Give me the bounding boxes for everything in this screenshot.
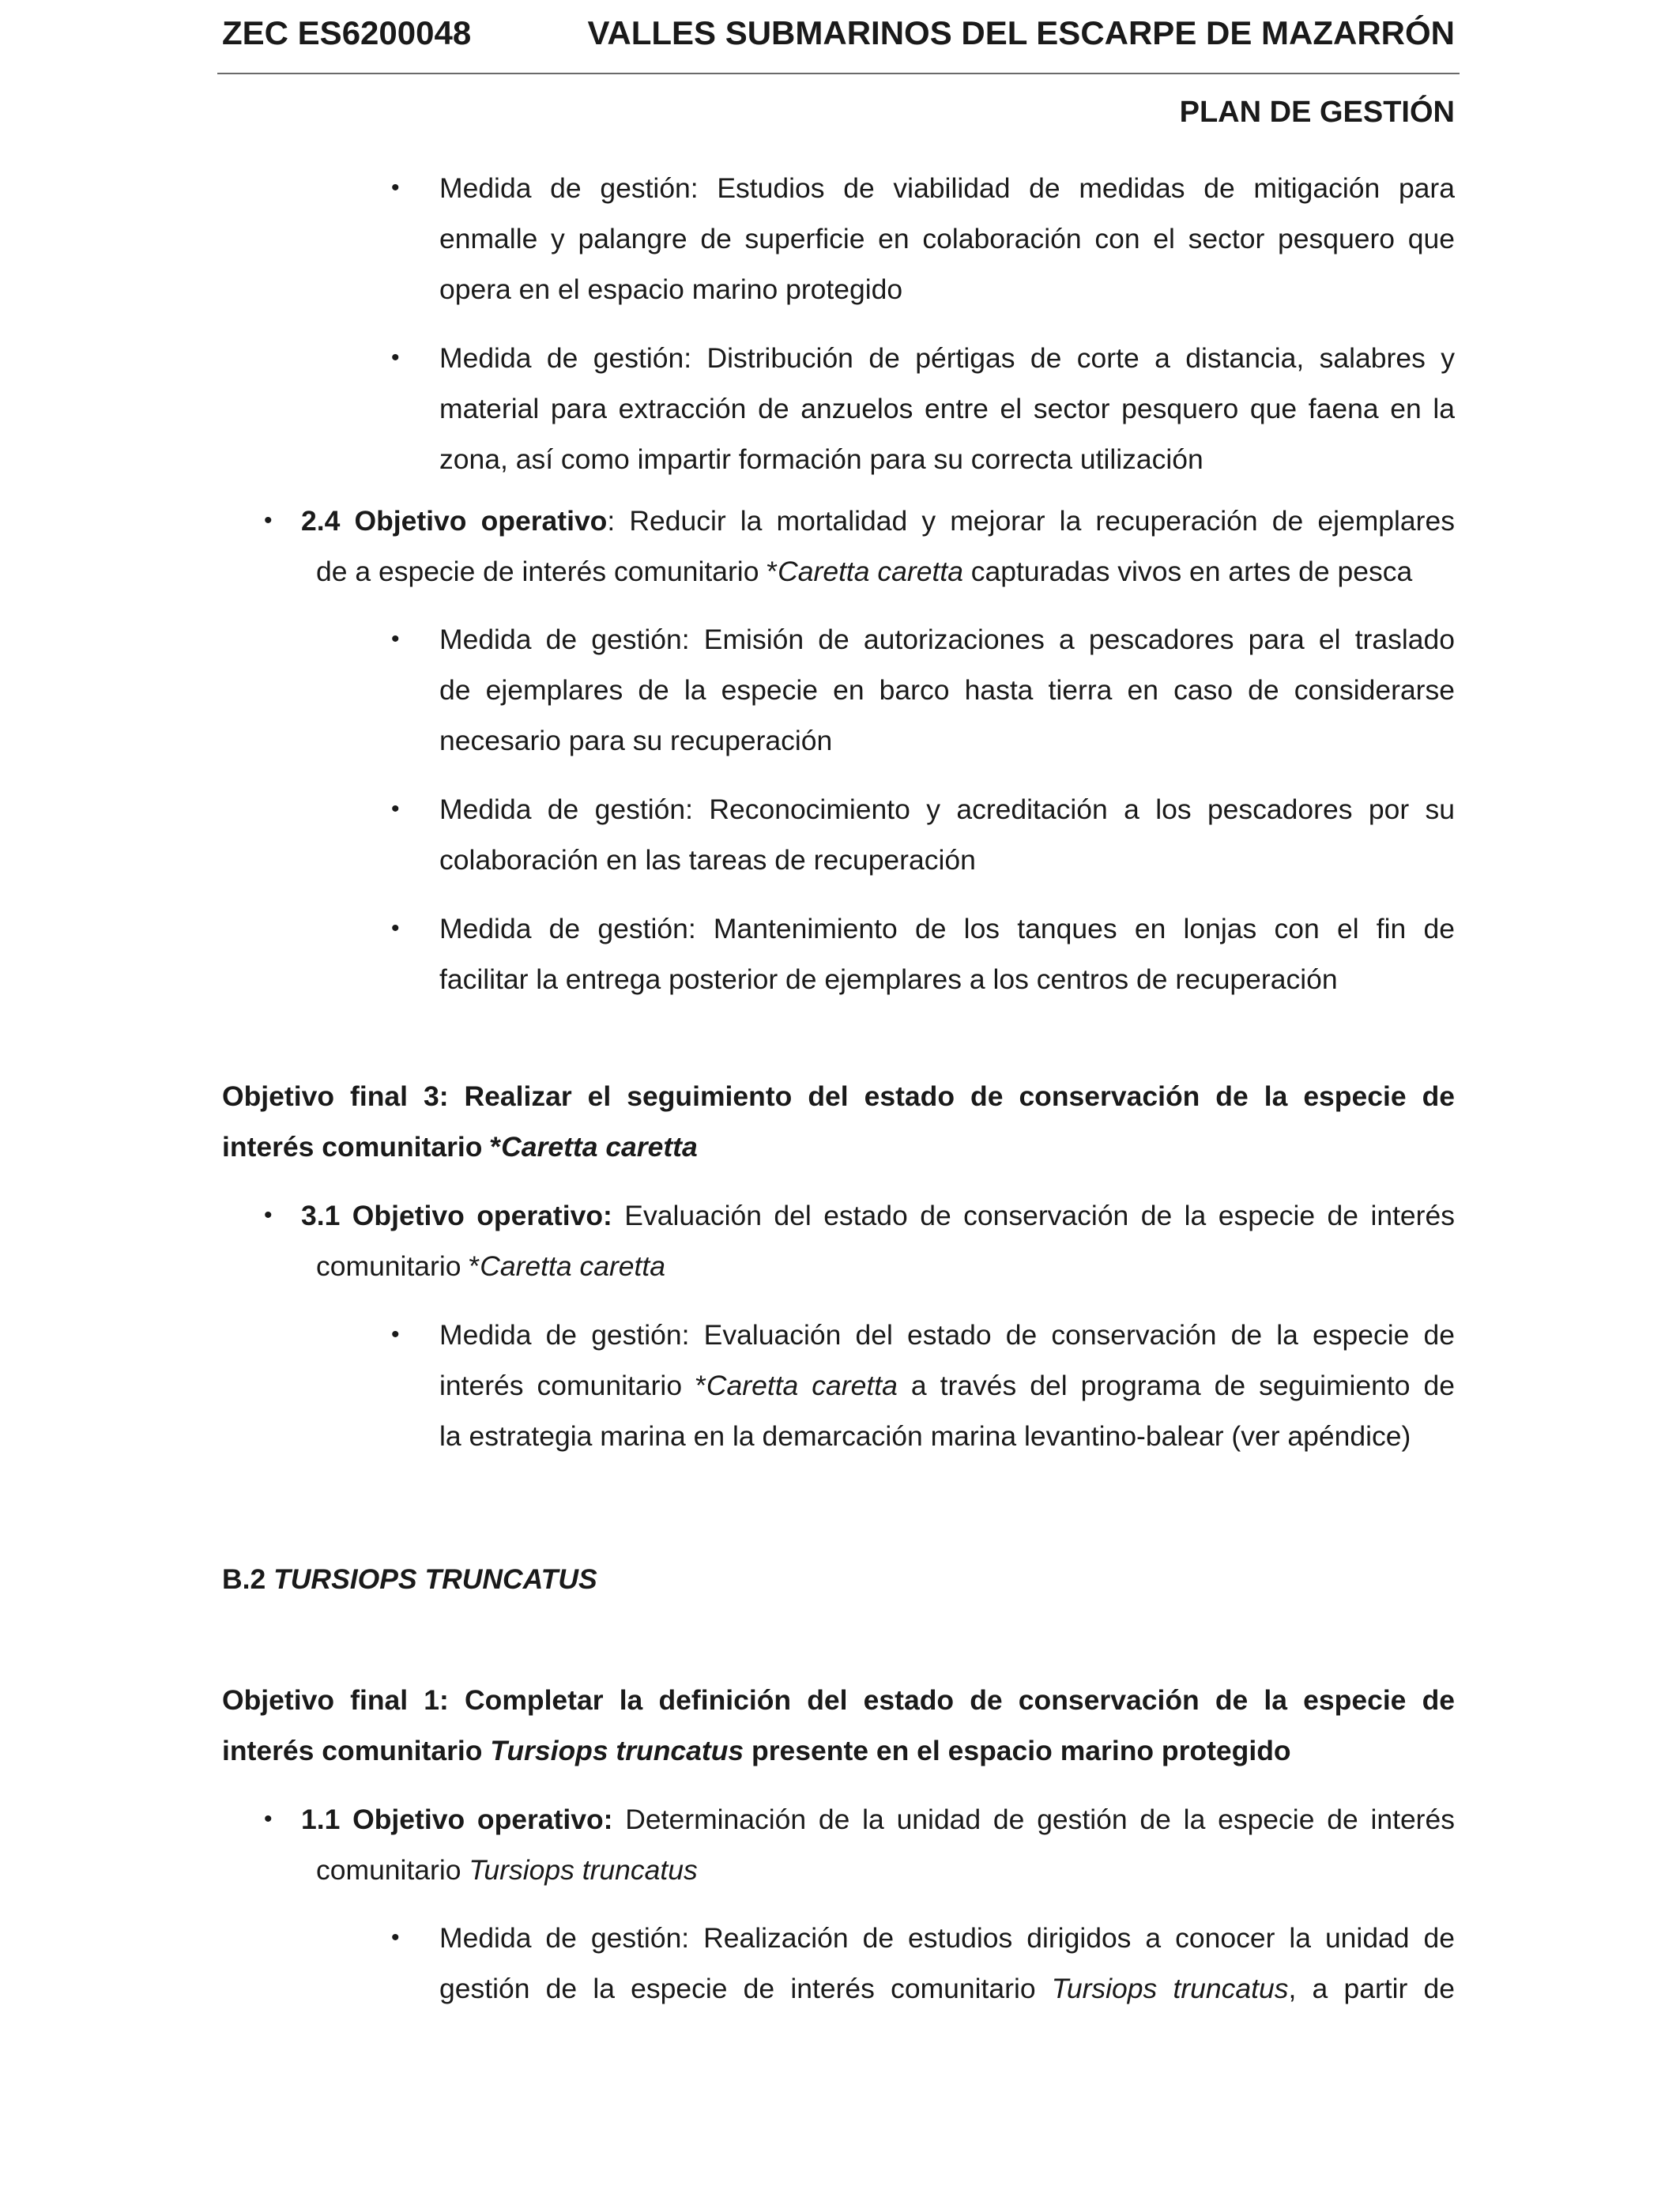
operational-objective-3-1-cont: comunitario *Caretta caretta [316,1250,665,1282]
bullet-icon: • [391,915,400,941]
plan-title: PLAN DE GESTIÓN [1179,96,1455,129]
operational-objective-2-4-cont: de a especie de interés comunitario *Caretta caretta capturadas vivos en artes de pesca [316,556,1413,587]
bullet-icon: • [391,1321,400,1348]
measure-fisher-recognition: Medida de gestión: Reconocimiento y acreditación a los pescadores por su colaboración en las tareas de recuperación [439,794,1455,876]
operational-objective-3-1: 3.1 Objetivo operativo: Evaluación del estado de conservación de la especie de interés [301,1200,1455,1231]
final-objective-1: Objetivo final 1: Completar la definición del estado de conservación de la especie de interés comunitario Tursiops truncatus presente en el espacio marino protegido [222,1684,1455,1766]
bullet-icon: • [264,1202,273,1228]
operational-objective-1-1: 1.1 Objetivo operativo: Determinación de la unidad de gestión de la especie de interés [301,1804,1456,1835]
measure-conservation-evaluation: Medida de gestión: Evaluación del estado de conservación de la especie de interés comunitario *Caretta caretta a través del programa de seguimiento de la estrategia marina en la demarcación marina levantino-balear (ver apéndice) [439,1319,1456,1452]
final-objective-3: Objetivo final 3: Realizar el seguimiento del estado de conservación de la especie de interés comunitario *Caretta caretta [222,1080,1455,1163]
measure-transport-authorization: Medida de gestión: Emisión de autorizaciones a pescadores para el traslado de ejemplares de la especie en barco hasta tierra en caso de considerarse necesario para su recuperación [439,624,1455,756]
site-code: ZEC ES6200048 [222,14,472,51]
measure-tank-maintenance: Medida de gestión: Mantenimiento de los tanques en lonjas con el fin de facilitar la entrega posterior de ejemplares a los centros de recuperación [439,913,1455,995]
site-name: VALLES SUBMARINOS DEL ESCARPE DE MAZARRÓN [587,14,1455,51]
measure-mitigation-studies: Medida de gestión: Estudios de viabilidad de medidas de mitigación para enmalle y palangre de superficie en colaboración con el sector pesquero que opera en el espacio marino protegido [439,172,1455,305]
section-b2-heading: B.2 TURSIOPS TRUNCATUS [222,1563,597,1595]
bullet-icon: • [391,1924,400,1951]
bullet-icon: • [264,507,273,533]
bullet-icon: • [391,175,400,201]
bullet-icon: • [264,1806,273,1832]
operational-objective-1-1-cont: comunitario Tursiops truncatus [316,1854,698,1886]
bullet-icon: • [391,796,400,822]
bullet-icon: • [391,345,400,371]
measure-management-unit-studies: Medida de gestión: Realización de estudios dirigidos a conocer la unidad de gestión de la especie de interés comunitario Tursiops truncatus, a partir de [439,1922,1456,2004]
header-divider [217,73,1460,74]
bullet-icon: • [391,626,400,652]
measure-tool-distribution: Medida de gestión: Distribución de pértigas de corte a distancia, salabres y material para extracción de anzuelos entre el sector pesquero que faena en la zona, así como impartir formación para su correcta utilización [439,342,1455,475]
operational-objective-2-4: 2.4 Objetivo operativo: Reducir la mortalidad y mejorar la recuperación de ejemplares [301,505,1455,537]
